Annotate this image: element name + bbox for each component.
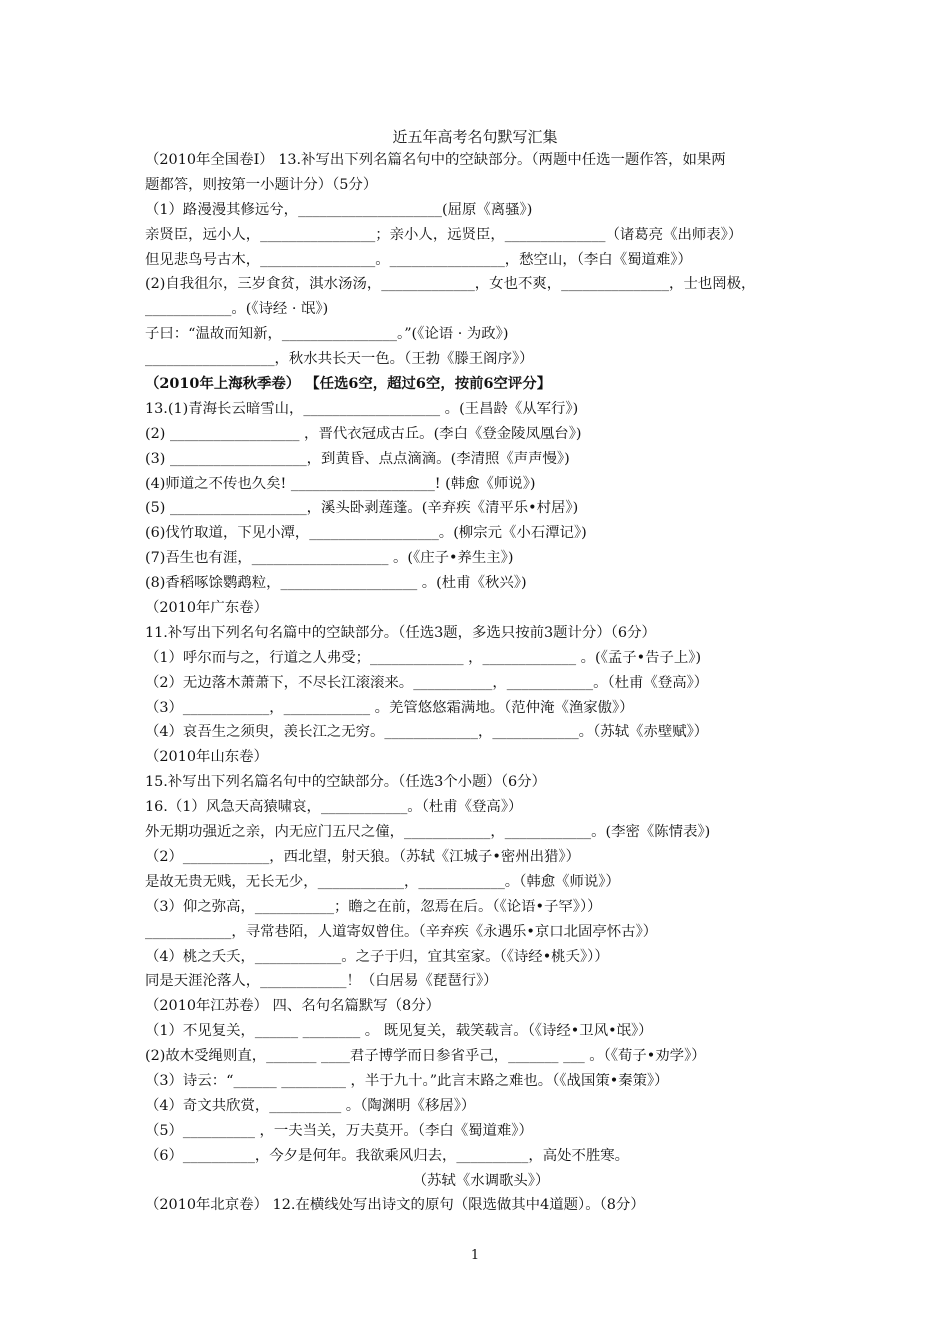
text-line: 15.补写出下列名篇名句中的空缺部分。（任选3个小题）（6分） <box>145 774 546 791</box>
text-line: 同是天涯沦落人，____________！（白居易《琵琶行》） <box>145 973 498 990</box>
text-line: （2）无边落木萧萧下，不尽长江滚滚来。___________，____________。（杜甫《登高》） <box>145 674 709 691</box>
text-line: （苏轼《水调歌头》） <box>412 1172 550 1189</box>
text-line: （2010年北京卷） 12.在横线处写出诗文的原句（限选做其中4道题）。（8分） <box>145 1197 645 1214</box>
text-line: 但见悲鸟号古木，________________。________________，愁空山，（李白《蜀道难》） <box>145 251 692 268</box>
text-line: 13.(1)青海长云暗雪山，___________________ 。(王昌龄《从军行》) <box>145 400 579 417</box>
text-line: （1）不见复关，______ ________ 。 既见复关，载笑载言。（《诗经•卫风•氓》） <box>145 1023 653 1040</box>
text-line: (4)师道之不传也久矣! ____________________! (韩愈《师说》) <box>145 475 536 492</box>
text-line: (2)自我徂尔，三岁食贫，淇水汤汤，_____________，女也不爽，_______________，士也罔极， <box>145 276 756 293</box>
text-line: （6）__________，今夕是何年。我欲乘风归去，__________，高处不胜寒。 <box>145 1147 630 1164</box>
text-line: （3）诗云：“______ _________ ，半于九十。”此言末路之难也。（《战国策•秦策》） <box>145 1072 669 1089</box>
text-line: （4）奇文共欣赏，__________ 。（陶渊明《移居》） <box>145 1097 476 1114</box>
document-body <box>145 148 817 1218</box>
text-line: 亲贤臣，远小人，________________；亲小人，远贤臣，______________（诸葛亮《出师表》） <box>145 226 743 243</box>
text-line: (6)伐竹取道，下见小潭，__________________。(柳宗元《小石潭记》) <box>145 525 587 542</box>
text-line: （1）呼尔而与之，行道之人弗受；_____________ ，_____________ 。(《孟子•告子上》) <box>145 649 702 666</box>
text-line: （1）路漫漫其修远兮，____________________(屈原《离骚》) <box>145 201 533 218</box>
text-line: （4）桃之夭夭，____________。之子于归，宜其室家。（《诗经•桃夭》）） <box>145 948 609 965</box>
text-line: __________________，秋水共长天一色。（王勃《滕王阁序》） <box>145 351 534 368</box>
text-line: （2010年江苏卷） 四、名句名篇默写（8分） <box>145 998 440 1015</box>
text-line: (2) __________________ ，晋代衣冠成古丘。(李白《登金陵凤凰台》) <box>145 425 582 442</box>
text-line: （5）__________ ，一夫当关，万夫莫开。（李白《蜀道难》） <box>145 1122 533 1139</box>
text-line: （2010年上海秋季卷） 【任选6空，超过6空，按前6空评分】 <box>145 375 552 393</box>
text-line: 子曰：“温故而知新，________________。”(《论语 · 为政》) <box>145 326 509 343</box>
text-line: 外无期功强近之亲，内无应门五尺之僮，____________，____________。(李密《陈情表》) <box>145 824 711 841</box>
text-line: （2010年全国卷Ⅰ） 13.补写出下列名篇名句中的空缺部分。（两题中任选一题作答，如果两 <box>145 152 726 168</box>
text-line: 题都答，则按第一小题计分）（5分） <box>145 176 378 193</box>
text-line: ____________。(《诗经 · 氓》) <box>145 301 329 318</box>
text-line: (3) ___________________，到黄昏、点点滴滴。(李清照《声声慢》) <box>145 450 570 467</box>
text-line: 16.（1）风急天高猿啸哀，____________。（杜甫《登高》） <box>145 799 523 816</box>
document-title: 近五年高考名句默写汇集 <box>392 128 558 146</box>
text-line: （2）____________，西北望，射天狼。（苏轼《江城子•密州出猎》） <box>145 848 580 865</box>
text-line: (2)故木受绳则直，_______ ____君子博学而日参省乎己，_______ ___ 。（《荀子•劝学》） <box>145 1048 706 1065</box>
text-line: (7)吾生也有涯，___________________ 。(《庄子•养生主》) <box>145 550 514 567</box>
text-line: （2010年广东卷） <box>145 600 268 617</box>
page-number: 1 <box>470 1248 480 1263</box>
text-line: 是故无贵无贱，无长无少，____________，____________。（韩愈《师说》） <box>145 873 620 890</box>
text-line: （3）____________，____________ 。羌管悠悠霜满地。（范仲淹《渔家傲》） <box>145 699 634 716</box>
text-line: （2010年山东卷） <box>145 749 268 766</box>
text-line: （3）仰之弥高，___________；瞻之在前，忽焉在后。（《论语•子罕》）） <box>145 898 602 915</box>
text-line: 11.补写出下列名句名篇中的空缺部分。（任选3题，多选只按前3题计分）（6分） <box>145 624 656 641</box>
text-line: (5) ___________________，溪头卧剥莲蓬。(辛弃疾《清平乐•村居》) <box>145 500 579 517</box>
text-line: (8)香稻啄馀鹦鹉粒，___________________ 。(杜甫《秋兴》) <box>145 575 527 592</box>
text-line: （4）哀吾生之须臾，羡长江之无穷。_____________，____________。（苏轼《赤壁赋》） <box>145 724 709 741</box>
text-line: ____________，寻常巷陌，人道寄奴曾住。（辛弃疾《永遇乐•京口北固亭怀古》） <box>145 923 658 940</box>
